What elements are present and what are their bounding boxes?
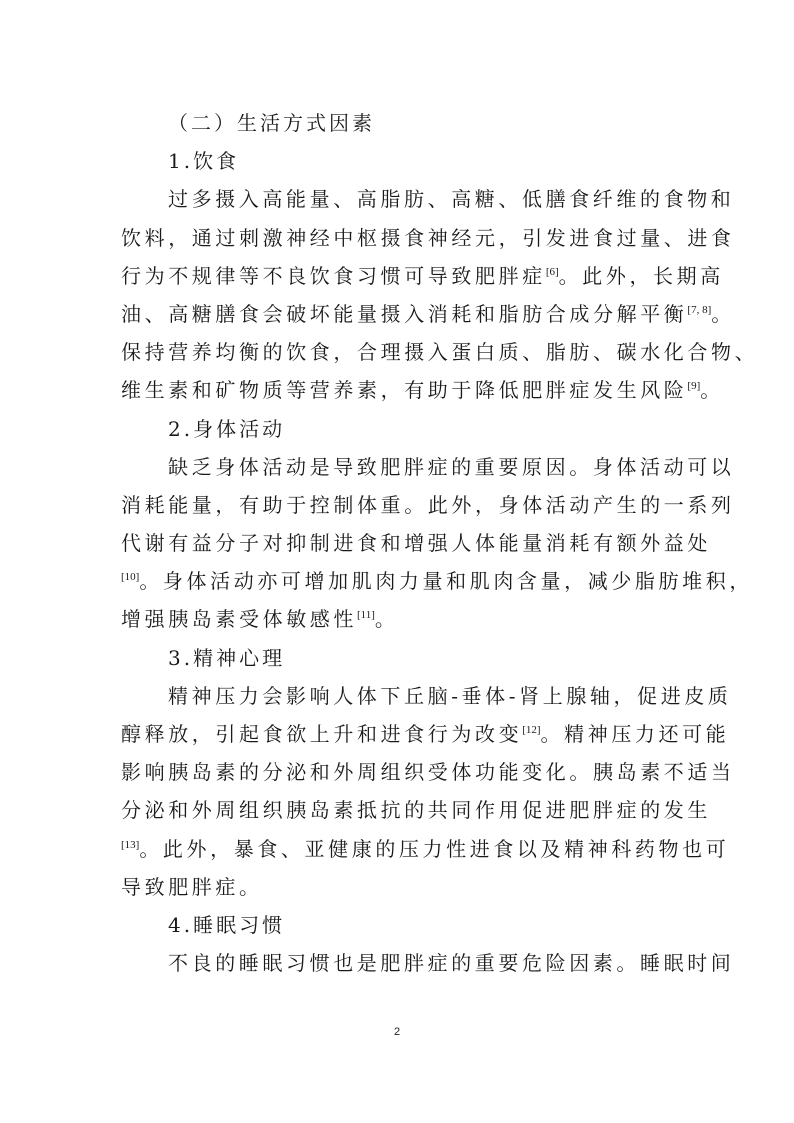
line-text: 维生素和矿物质等营养素，有助于降低肥胖症发生风险 [121,378,688,403]
citation-ref: [10] [121,571,140,584]
citation-ref: [9] [687,380,701,393]
line-text: 饮料，通过刺激神经中枢摄食神经元，引发进食过量、进食 [121,225,735,250]
paragraph-line [121,600,677,638]
paragraph-line [121,753,735,791]
paragraph-line [121,448,735,486]
line-text-after: 。精神压力还可能 [540,722,730,746]
line-text-after: 。 [711,301,735,326]
line-text: 缺乏身体活动是导致肥胖症的重要原因。身体活动可以 [168,454,735,479]
paragraph-line [121,524,711,562]
citation-ref: [7, 8] [687,303,712,316]
line-text: 消耗能量，有助于控制体重。此外，身体活动产生的一系列 [121,492,735,517]
citation-ref: [13] [121,838,140,851]
paragraph-line [121,180,735,218]
paragraph-line [121,219,735,257]
line-text-after: 。 [374,607,399,632]
section-heading: （二）生活方式因素 [168,111,375,135]
subsection-title: 3.精神心理 [168,645,286,670]
line-text-after: 。此外，暴食、亚健康的压力性进食以及精神科药物也可 [139,836,730,861]
paragraph-line [121,677,732,715]
citation-ref: [11] [357,609,375,622]
document-page [121,104,759,982]
citation-ref: [12] [522,724,541,736]
line-text: 代谢有益分子对抑制进食和增强人体能量消耗有额外益处 [121,531,711,556]
paragraph-line [121,868,677,906]
paragraph-line [121,486,735,524]
line-text-after: 。身体活动亦可增加肌肉力量和肌肉含量，减少脂肪堆积， [139,569,753,594]
subsection-title: 4.睡眠习惯 [168,912,286,937]
line-text: 油、高糖膳食会破坏能量摄入消耗和脂肪合成分解平衡 [121,301,688,326]
paragraph-line [121,830,730,868]
paragraph-line [121,371,724,409]
line-text: 醇释放，引起食欲上升和进食行为改变 [121,722,523,746]
line-text: 精神压力会影响人体下丘脑-垂体-肾上腺轴，促进皮质 [168,683,732,708]
line-text: 过多摄入高能量、高脂肪、高糖、低膳食纤维的食物和 [168,187,735,212]
subsection-title: 2.身体活动 [168,416,286,441]
citation-ref: [6] [545,265,559,278]
line-text-after: 。此外，长期高 [558,263,724,288]
line-text: 影响胰岛素的分泌和外周组织受体功能变化。胰岛素不适当 [121,760,735,785]
paragraph-line [121,944,735,982]
line-text: 导致肥胖症。 [121,874,263,899]
line-text: 增强胰岛素受体敏感性 [121,607,357,632]
subsection-title: 1.饮食 [168,149,240,174]
page-number: 2 [393,1026,401,1038]
paragraph-line [121,333,759,371]
paragraph-line [121,715,730,753]
paragraph-line [121,257,724,295]
line-text-after: 。 [700,378,724,403]
line-text: 保持营养均衡的饮食，合理摄入蛋白质、脂肪、碳水化合物、 [121,340,759,365]
paragraph-line [121,562,753,600]
line-text: 分泌和外周组织胰岛素抵抗的共同作用促进肥胖症的发生 [121,798,711,823]
line-text: 行为不规律等不良饮食习惯可导致肥胖症 [121,263,546,288]
line-text: 不良的睡眠习惯也是肥胖症的重要危险因素。睡眠时间 [168,951,735,976]
paragraph-line [121,295,735,333]
paragraph-line [121,791,711,829]
